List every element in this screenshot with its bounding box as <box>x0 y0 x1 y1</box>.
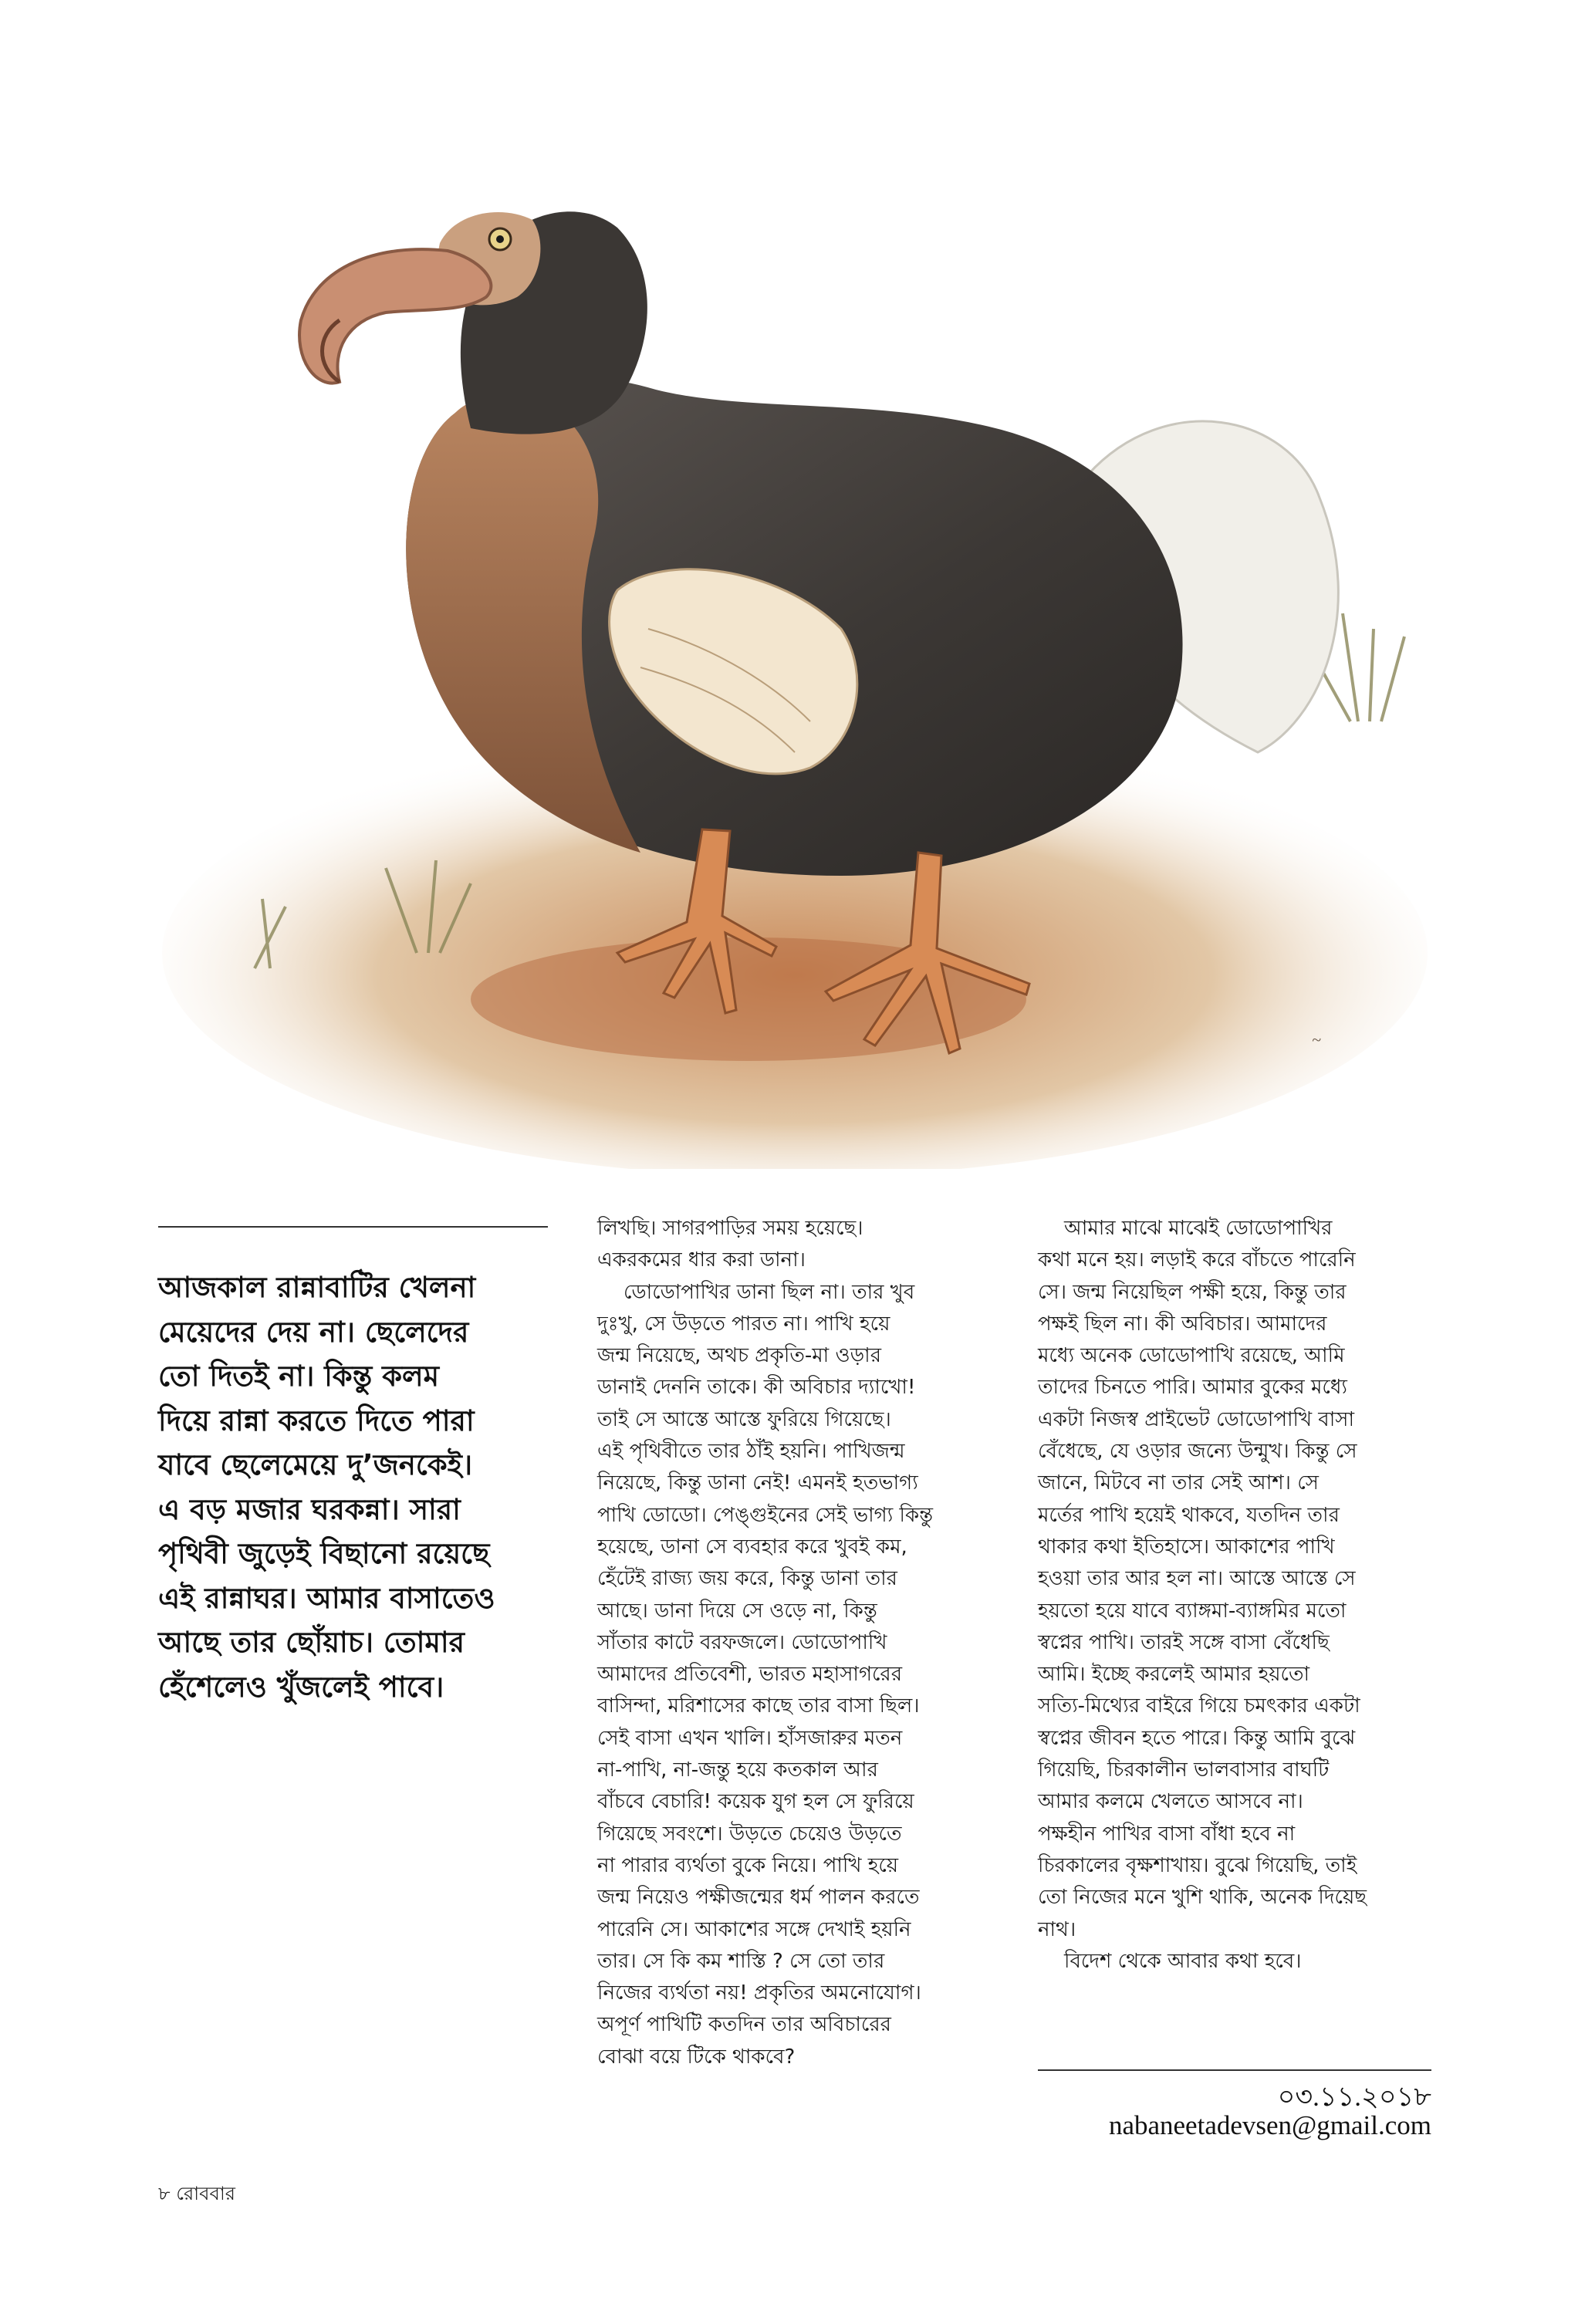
body-line: থাকার কথা ইতিহাসে। আকাশের পাখি <box>1038 1535 1335 1559</box>
body-line: ডোডোপাখির ডানা ছিল না। তার খুব <box>623 1280 915 1304</box>
body-line: সেই বাসা এখন খালি। হাঁসজারুর মতন <box>597 1726 903 1750</box>
body-line: বেঁধেছে, যে ওড়ার জন্যে উন্মুখ। কিন্তু সে <box>1038 1440 1357 1464</box>
body-line: আমাদের প্রতিবেশী, ভারত মহাসাগরের <box>597 1663 903 1687</box>
pullquote-line: আজকাল রান্নাবাটির খেলনা <box>158 1271 476 1304</box>
body-line: তো নিজের মনে খুশি থাকি, অনেক দিয়েছ <box>1038 1886 1367 1910</box>
body-line: বিদেশ থেকে আবার কথা হবে। <box>1064 1949 1302 1973</box>
body-line: পারেনি সে। আকাশের সঙ্গে দেখাই হয়নি <box>597 1917 911 1941</box>
body-line: স্বপ্নের পাখি। তারই সঙ্গে বাসা বেঁধেছি <box>1038 1630 1330 1654</box>
signature-email: nabaneetadevsen@gmail.com <box>1108 2110 1431 2140</box>
body-line: গিয়েছে সবংশে। উড়তে চেয়েও উড়তে <box>597 1822 902 1846</box>
body-line: স্বপ্নের জীবন হতে পারে। কিন্তু আমি বুঝে <box>1038 1726 1356 1750</box>
body-line: পক্ষই ছিল না। কী অবিচার। আমাদের <box>1038 1312 1327 1336</box>
pullquote-line: এই রান্নাঘর। আমার বাসাতেও <box>158 1581 495 1615</box>
body-line: আমার কলমে খেলতে আসবে না। <box>1038 1790 1303 1814</box>
body-line: সে। জন্ম নিয়েছিল পক্ষী হয়ে, কিন্তু তার <box>1038 1280 1347 1304</box>
body-line: গিয়েছি, চিরকালীন ভালবাসার বাঘটি <box>1038 1758 1330 1782</box>
body-line: লিখছি। সাগরপাড়ির সময় হয়েছে। <box>597 1217 863 1240</box>
body-line: কথা মনে হয়। লড়াই করে বাঁচতে পারেনি <box>1038 1248 1356 1272</box>
body-line: নাথ। <box>1038 1917 1076 1941</box>
body-line: হয়েছে, ডানা সে ব্যবহার করে খুবই কম, <box>597 1535 907 1559</box>
body-line: সত্যি-মিথ্যের বাইরে গিয়ে চমৎকার একটা <box>1038 1694 1360 1718</box>
body-line: ডানাই দেননি তাকে। কী অবিচার দ্যাখো! <box>597 1376 916 1400</box>
body-line: জানে, মিটবে না তার সেই আশ। সে <box>1038 1471 1319 1495</box>
pullquote-line: এ বড় মজার ঘরকন্না। সারা <box>158 1492 461 1526</box>
body-line: দুঃখু, সে উড়তে পারত না। পাখি হয়ে <box>597 1312 890 1336</box>
body-line: এই পৃথিবীতে তার ঠাঁই হয়নি। পাখিজন্ম <box>597 1440 905 1464</box>
body-line: মধ্যে অনেক ডোডোপাখি রয়েছে, আমি <box>1038 1344 1345 1368</box>
body-line: অপূর্ণ পাখিটি কতদিন তার অবিচারের <box>597 2013 891 2037</box>
pullquote-line: পৃথিবী জুড়েই বিছানো রয়েছে <box>158 1537 490 1570</box>
body-line: নিয়েছে, কিন্তু ডানা নেই! এমনই হতভাগ্য <box>597 1471 918 1495</box>
pullquote-line: আছে তার ছোঁয়াচ। তোমার <box>158 1626 465 1659</box>
body-line: একটা নিজস্ব প্রাইভেট ডোডোপাখি বাসা <box>1038 1407 1355 1431</box>
body-line: মর্তের পাখি হয়েই থাকবে, যতদিন তার <box>1038 1503 1340 1527</box>
body-line: জন্ম নিয়েও পক্ষীজন্মের ধর্ম পালন করতে <box>597 1886 920 1910</box>
dodo-illustration <box>162 135 1443 1169</box>
body-line: না-পাখি, না-জন্তু হয়ে কতকাল আর <box>597 1758 878 1782</box>
artist-signature: ~ <box>1312 1030 1321 1049</box>
body-line: না পারার ব্যর্থতা বুকে নিয়ে। পাখি হয়ে <box>597 1853 899 1877</box>
body-line: তার। সে কি কম শাস্তি ? সে তো তার <box>597 1949 885 1973</box>
body-line: বাসিন্দা, মরিশাসের কাছে তার বাসা ছিল। <box>597 1694 920 1718</box>
body-line: আছে। ডানা দিয়ে সে ওড়ে না, কিন্তু <box>597 1599 877 1623</box>
body-line: আমি। ইচ্ছে করলেই আমার হয়তো <box>1038 1663 1310 1687</box>
body-line: পাখি ডোডো। পেঙ্গুইনের সেই ভাগ্য কিন্তু <box>597 1503 934 1527</box>
body-line: হওয়া তার আর হল না। আস্তে আস্তে সে <box>1038 1567 1356 1591</box>
page-folio: ৮ রোববার <box>158 2183 235 2204</box>
body-line: একরকমের ধার করা ডানা। <box>597 1248 806 1272</box>
body-line: তাই সে আস্তে আস্তে ফুরিয়ে গিয়েছে। <box>597 1407 891 1431</box>
pullquote-line: তো দিতই না। কিন্তু কলম <box>158 1360 440 1393</box>
body-line: নিজের ব্যর্থতা নয়! প্রকৃতির অমনোযোগ। <box>597 1981 921 2005</box>
body-line: আমার মাঝে মাঝেই ডোডোপাখির <box>1064 1217 1333 1240</box>
body-line: বাঁচবে বেচারি! কয়েক যুগ হল সে ফুরিয়ে <box>597 1790 914 1814</box>
pullquote-line: মেয়েদের দেয় না। ছেলেদের <box>158 1315 469 1349</box>
pullquote-line: হেঁশেলেও খুঁজলেই পাবে। <box>158 1670 444 1704</box>
body-line: পক্ষহীন পাখির বাসা বাঁধা হবে না <box>1038 1822 1296 1846</box>
body-line: চিরকালের বৃক্ষশাখায়। বুঝে গিয়েছি, তাই <box>1038 1853 1357 1877</box>
pullquote <box>158 1265 559 1709</box>
body-line: সাঁতার কাটে বরফজলে। ডোডোপাখি <box>597 1630 887 1654</box>
signature-date: ০৩.১১.২০১৮ <box>1277 2082 1431 2112</box>
body-line: হয়তো হয়ে যাবে ব্যাঙ্গমা-ব্যাঙ্গমির মতো <box>1038 1599 1347 1623</box>
body-line: জন্ম নিয়েছে, অথচ প্রকৃতি-মা ওড়ার <box>597 1344 882 1368</box>
body-line: বোঝা বয়ে টিকে থাকবে? <box>597 2045 796 2069</box>
body-line: হেঁটেই রাজ্য জয় করে, কিন্তু ডানা তার <box>597 1567 897 1591</box>
pullquote-line: যাবে ছেলেমেয়ে দু’জনকেই। <box>158 1448 473 1481</box>
body-column-right <box>1038 1213 1443 1978</box>
signature-rule <box>1038 2069 1431 2071</box>
body-line: তাদের চিনতে পারি। আমার বুকের মধ্যে <box>1038 1376 1347 1400</box>
body-column-middle <box>597 1213 999 2073</box>
pullquote-line: দিয়ে রান্না করতে দিতে পারা <box>158 1404 475 1437</box>
pullquote-rule <box>158 1226 548 1228</box>
